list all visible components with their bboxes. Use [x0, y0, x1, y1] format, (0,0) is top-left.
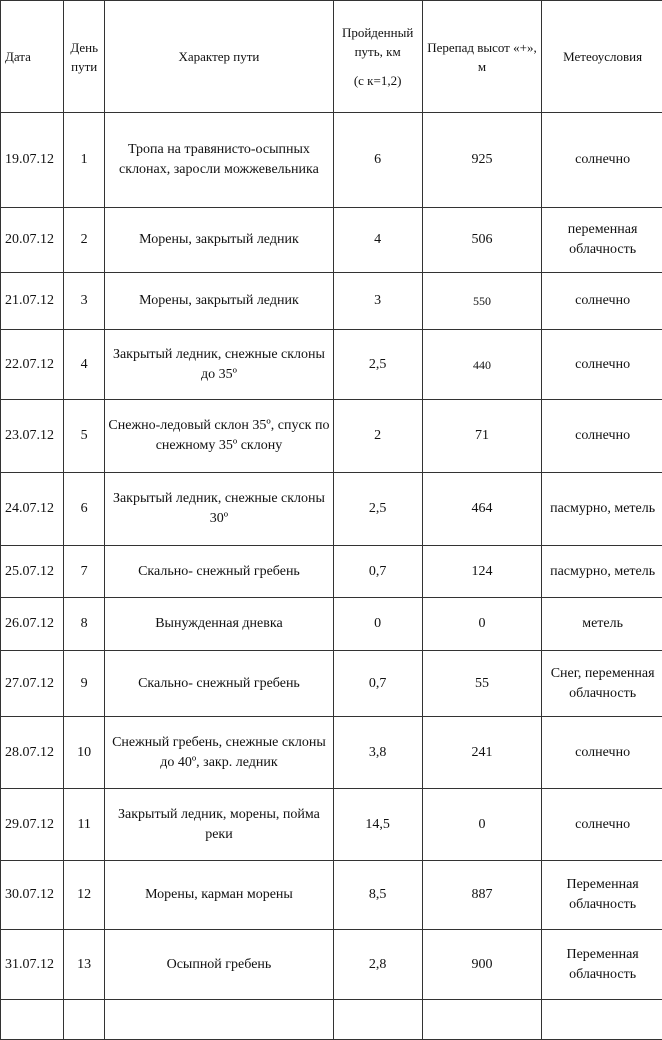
table-row — [1, 598, 662, 651]
cell-distance: 2,5 — [333, 330, 422, 400]
cell-elevation: 550 — [422, 273, 542, 330]
cell-day: 1 — [64, 113, 105, 208]
cell-date: 21.07.12 — [1, 273, 64, 330]
cell-weather: переменная облачность — [542, 208, 662, 273]
table-row — [1, 473, 662, 546]
cell-weather: пасмурно, метель — [542, 546, 662, 598]
cell-day: 5 — [64, 400, 105, 473]
cell-weather: Снег, переменная облачность — [542, 651, 662, 717]
cell-distance: 8,5 — [333, 861, 422, 930]
header-weather: Метеоусловия — [542, 1, 662, 113]
cell-elevation: 440 — [422, 330, 542, 400]
table-row — [1, 400, 662, 473]
cell-weather: пасмурно, метель — [542, 473, 662, 546]
cell-elevation: 124 — [422, 546, 542, 598]
cell-description: Закрытый ледник, морены, пойма реки — [105, 789, 333, 861]
table-row — [1, 930, 662, 1000]
cell-description: Снежный гребень, снежные склоны до 40º, закр. ледник — [105, 717, 333, 789]
cell-description: Скально- снежный гребень — [105, 546, 333, 598]
cell-day: 9 — [64, 651, 105, 717]
cell-day: 2 — [64, 208, 105, 273]
table-row — [1, 651, 662, 717]
cell-description: Закрытый ледник, снежные склоны 30º — [105, 473, 333, 546]
cell-distance: 3 — [333, 273, 422, 330]
cell-date: 22.07.12 — [1, 330, 64, 400]
cell-date: 20.07.12 — [1, 208, 64, 273]
cell-description: Морены, закрытый ледник — [105, 208, 333, 273]
cell-weather: Переменная облачность — [542, 930, 662, 1000]
table-row-partial — [1, 1000, 662, 1040]
cell-day: 3 — [64, 273, 105, 330]
cell-elevation: 0 — [422, 598, 542, 651]
header-date: Дата — [1, 1, 64, 113]
cell-elevation: 55 — [422, 651, 542, 717]
cell-distance: 2,8 — [333, 930, 422, 1000]
cell-distance: 0 — [333, 598, 422, 651]
cell-description: Морены, закрытый ледник — [105, 273, 333, 330]
cell-weather: солнечно — [542, 330, 662, 400]
table-row — [1, 789, 662, 861]
cell-weather: солнечно — [542, 717, 662, 789]
cell-description: Снежно-ледовый склон 35º, спуск по снежному 35º склону — [105, 400, 333, 473]
cell-date: 24.07.12 — [1, 473, 64, 546]
cell-description: Закрытый ледник, снежные склоны до 35º — [105, 330, 333, 400]
cell-day: 13 — [64, 930, 105, 1000]
table-row — [1, 717, 662, 789]
cell-elevation: 241 — [422, 717, 542, 789]
cell-date: 31.07.12 — [1, 930, 64, 1000]
cell-day: 11 — [64, 789, 105, 861]
cell-day: 10 — [64, 717, 105, 789]
cell-day: 8 — [64, 598, 105, 651]
cell-distance: 0,7 — [333, 651, 422, 717]
header-distance — [333, 1, 422, 113]
header-day: День пути — [64, 1, 105, 113]
cell-day: 12 — [64, 861, 105, 930]
cell-elevation: 506 — [422, 208, 542, 273]
cell-description: Скально- снежный гребень — [105, 651, 333, 717]
cell-description: Вынужденная дневка — [105, 598, 333, 651]
cell-day: 7 — [64, 546, 105, 598]
cell-day: 4 — [64, 330, 105, 400]
table-row — [1, 861, 662, 930]
cell-date: 30.07.12 — [1, 861, 64, 930]
cell-date: 26.07.12 — [1, 598, 64, 651]
cell-date: 29.07.12 — [1, 789, 64, 861]
cell-distance: 2,5 — [333, 473, 422, 546]
cell-distance: 4 — [333, 208, 422, 273]
cell-date: 25.07.12 — [1, 546, 64, 598]
table-row — [1, 113, 662, 208]
cell-elevation: 900 — [422, 930, 542, 1000]
header-description: Характер пути — [105, 1, 333, 113]
cell-distance: 6 — [333, 113, 422, 208]
cell-elevation: 71 — [422, 400, 542, 473]
cell-date: 23.07.12 — [1, 400, 64, 473]
cell-weather: Переменная облачность — [542, 861, 662, 930]
cell-elevation: 887 — [422, 861, 542, 930]
cell-weather: солнечно — [542, 789, 662, 861]
cell-description: Осыпной гребень — [105, 930, 333, 1000]
cell-day: 6 — [64, 473, 105, 546]
table-row — [1, 546, 662, 598]
cell-elevation: 925 — [422, 113, 542, 208]
cell-date: 27.07.12 — [1, 651, 64, 717]
header-distance-note: (с к=1,2) — [337, 71, 419, 90]
cell-weather: солнечно — [542, 273, 662, 330]
table-row — [1, 330, 662, 400]
cell-description: Морены, карман морены — [105, 861, 333, 930]
cell-distance: 0,7 — [333, 546, 422, 598]
cell-description: Тропа на травянисто-осыпных склонах, заросли можжевельника — [105, 113, 333, 208]
cell-date: 19.07.12 — [1, 113, 64, 208]
cell-weather: солнечно — [542, 113, 662, 208]
header-row — [1, 1, 662, 113]
table-row — [1, 273, 662, 330]
cell-distance: 14,5 — [333, 789, 422, 861]
cell-elevation: 0 — [422, 789, 542, 861]
header-elevation: Перепад высот «+», м — [422, 1, 542, 113]
header-distance-label: Пройденный путь, км — [342, 25, 413, 59]
cell-weather: солнечно — [542, 400, 662, 473]
table-row — [1, 208, 662, 273]
cell-distance: 3,8 — [333, 717, 422, 789]
cell-date: 28.07.12 — [1, 717, 64, 789]
cell-weather: метель — [542, 598, 662, 651]
cell-distance: 2 — [333, 400, 422, 473]
cell-elevation: 464 — [422, 473, 542, 546]
